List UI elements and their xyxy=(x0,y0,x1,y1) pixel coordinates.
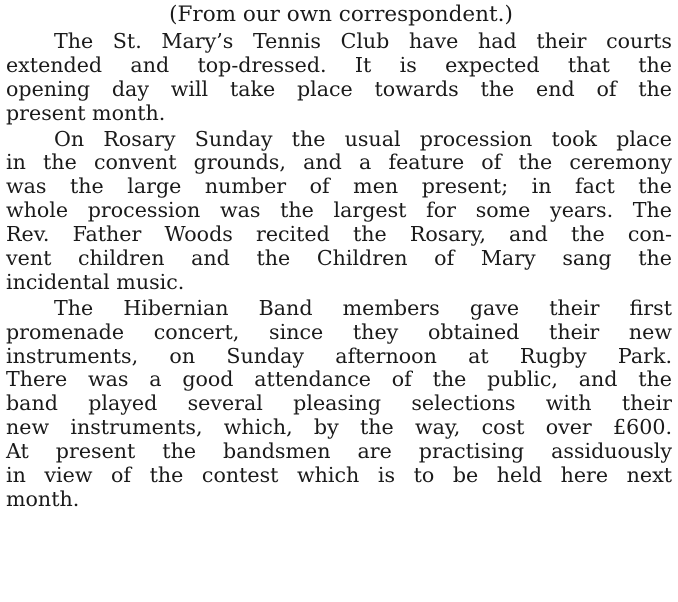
text-line: month. xyxy=(6,486,80,511)
text-line: instruments, on Sunday afternoon at Rugby Park. xyxy=(6,343,672,368)
text-line: whole procession was the largest for some years. The xyxy=(6,198,672,223)
text-line: promenade concert, since they obtained their new xyxy=(6,319,672,344)
text-line: was the large number of men present; in fact the xyxy=(6,174,672,199)
paragraph-tennis-club xyxy=(6,30,672,126)
text-line: incidental music. xyxy=(6,269,185,294)
text-line: new instruments, which, by the way, cost over £600. xyxy=(6,415,672,440)
text-line: opening day will take place towards the end of the xyxy=(6,76,672,101)
text-line: in view of the contest which is to be held here next xyxy=(6,463,672,488)
text-line: Rev. Father Woods recited the Rosary, and the con- xyxy=(6,222,672,247)
text-line: There was a good attendance of the public, and the xyxy=(6,367,672,392)
paragraph-hibernian-band xyxy=(6,297,672,512)
text-line: in the convent grounds, and a feature of the ceremony xyxy=(6,150,672,175)
byline: (From our own correspondent.) xyxy=(169,2,513,27)
text-line: The St. Mary’s Tennis Club have had their courts xyxy=(54,29,672,53)
text-line: extended and top-dressed. It is expected that the xyxy=(6,52,672,77)
text-line: On Rosary Sunday the usual procession took place xyxy=(54,126,672,151)
text-line: vent children and the Children of Mary sang the xyxy=(6,246,672,271)
text-line: band played several pleasing selections with their xyxy=(6,391,672,416)
text-line: The Hibernian Band members gave their first xyxy=(54,295,672,320)
paragraph-rosary-sunday xyxy=(6,128,672,295)
text-line: present month. xyxy=(6,100,166,125)
text-line: At present the bandsmen are practising assiduously xyxy=(6,439,672,464)
